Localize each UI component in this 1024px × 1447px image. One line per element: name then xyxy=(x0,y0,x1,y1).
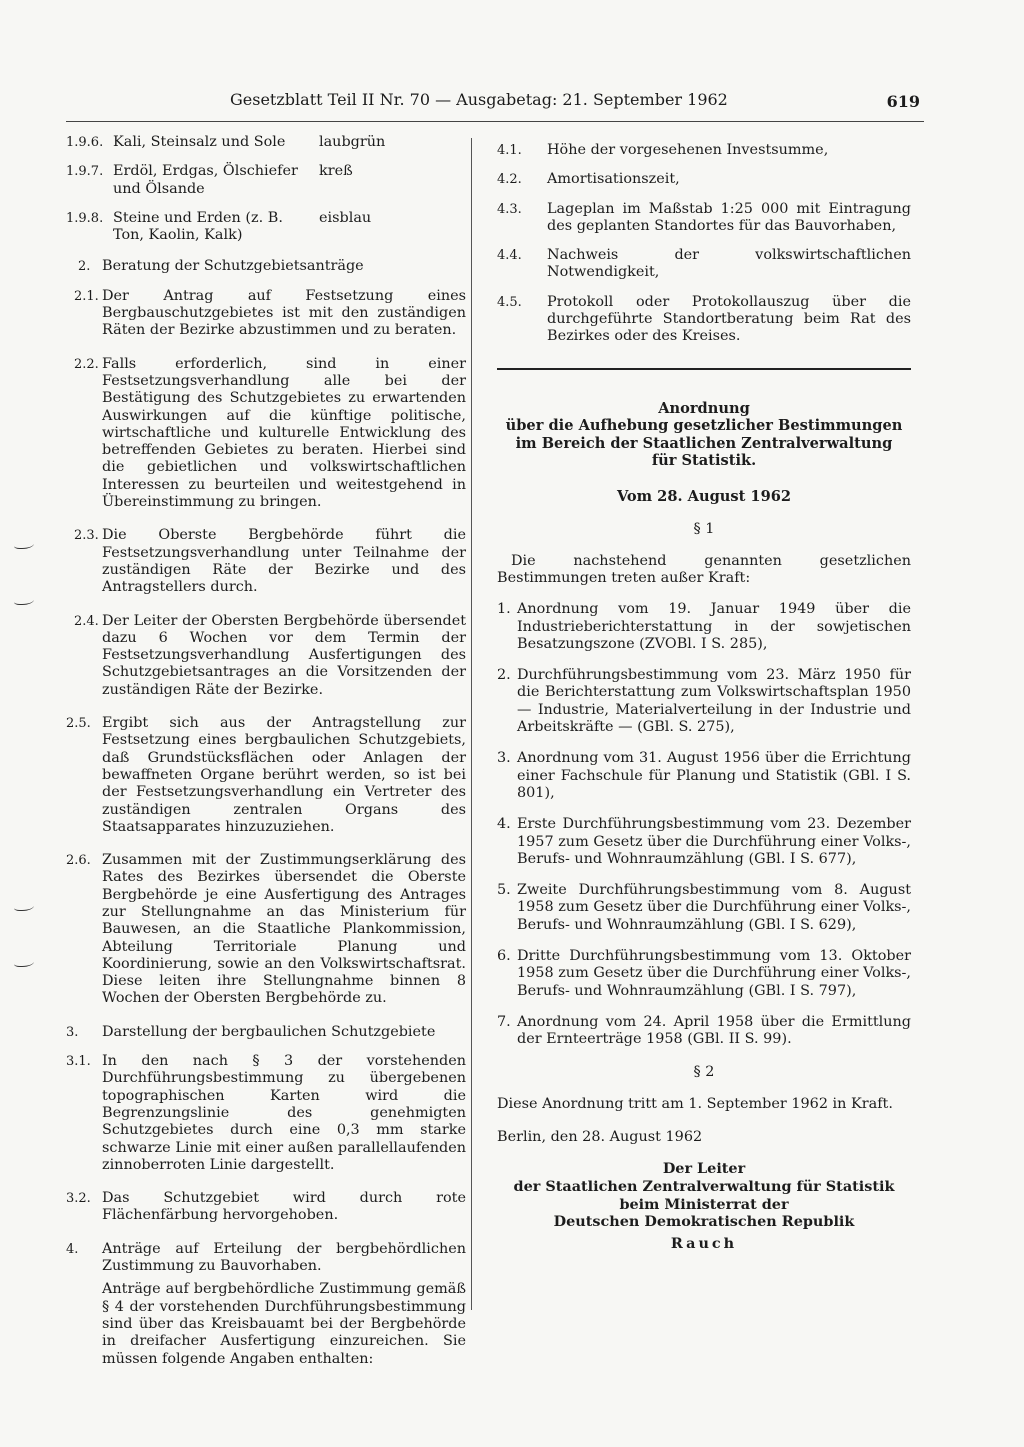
item-text: Zweite Durchführungsbestimmung vom 8. August 1958 zum Gesetz über die Durchführung einer Volks-, Berufs- und Wohnraumzählung (GBl. I S. 629), xyxy=(517,882,911,933)
repealed-item xyxy=(497,1014,911,1049)
page-number: 619 xyxy=(886,92,920,111)
left-column xyxy=(66,134,466,1368)
section-heading xyxy=(66,1024,466,1041)
section-text: Der Leiter der Obersten Bergbehörde übersendet dazu 6 Wochen vor dem Termin der Festsetzungsverhandlung Ausfertigungen des Schutzgebietsantrages an die Vorsitzenden der zuständigen Räte der Bezirke. xyxy=(102,612,466,698)
section-item xyxy=(66,356,466,512)
right-column xyxy=(497,142,911,1252)
signature-line: Der Leiter xyxy=(662,1160,746,1178)
section-item xyxy=(66,1241,466,1276)
item-label: Kali, Steinsalz und Sole xyxy=(113,134,286,150)
place-date: Berlin, den 28. August 1962 xyxy=(497,1129,703,1146)
section-item xyxy=(66,1053,466,1174)
section-item xyxy=(66,613,466,699)
item-number: 1.9.7. xyxy=(66,164,104,180)
section-text: In den nach § 3 der vorstehenden Durchführungsbestimmung zu übergebenen topographischen Karten wird die Begrenzungslinie des genehmigten Schutzgebietes durch eine 0,3 mm starke schwarze Linie mit einer außen parallellaufenden zinnoberroten Linie dargestellt. xyxy=(102,1053,466,1173)
item-text: Anordnung vom 19. Januar 1949 über die Industrieberichterstattung in der sowjetischen Besatzungszone (ZVOBl. I S. 285), xyxy=(517,601,911,652)
section-item xyxy=(66,1190,466,1225)
item-text: Durchführungsbestimmung vom 23. März 1950 für die Berichterstattung zum Volkswirtschaftsplan 1950 — Industrie, Materialverteilung in der Industrie und Arbeitskräfte — (GBl. S. 275), xyxy=(517,667,911,736)
section-text: Anträge auf Erteilung der bergbehördlichen Zustimmung zu Bauvorhaben. xyxy=(102,1240,466,1275)
section-text: Falls erforderlich, sind in einer Festsetzungsverhandlung alle bei der Bestätigung des Schutzgebietes zu erwartenden Auswirkungen auf die künftige politische, wirtschaftliche und kulturelle Entwicklung des betreffenden Gebietes zu beraten. Hierbei sind die gebietlichen und volkswirtschaftlichen Interessen zu beurteilen und weitestgehend in Übereinstimmung zu bringen. xyxy=(102,355,466,511)
repealed-item xyxy=(497,601,911,653)
item-number: 4. xyxy=(497,816,511,833)
item-label: Steine und Erden (z. B. Ton, Kaolin, Kalk) xyxy=(113,209,283,244)
item-text: Lageplan im Maßstab 1:25 000 mit Eintragung des geplanten Standortes für das Bauvorhaben, xyxy=(547,200,911,234)
section-item xyxy=(66,715,466,836)
item-number: 1.9.8. xyxy=(66,210,104,226)
section-number: 2.6. xyxy=(66,853,91,869)
section-text: Ergibt sich aus der Antragstellung zur Festsetzung eines bergbaulichen Schutzgebiets, daß Grundstücksflächen oder Anlagen der bewaffneten Organe berührt werden, so ist bei der Festsetzungsverhandlung ein Vertreter des zuständigen zentralen Organs des Staatsapparates hinzuzuziehen. xyxy=(102,715,466,835)
signer-name: Rauch xyxy=(670,1234,738,1252)
item-label: Erdöl, Erdgas, Ölschiefer und Ölsande xyxy=(113,163,298,197)
section-number: 3. xyxy=(66,1024,79,1040)
item-number: 6. xyxy=(497,947,511,964)
color-item xyxy=(66,163,466,198)
section-number: 4. xyxy=(66,1241,79,1257)
item-number: 7. xyxy=(497,1013,511,1030)
paragraph-mark: § 2 xyxy=(693,1064,715,1081)
section-heading xyxy=(66,258,466,275)
signature-line: Deutschen Demokratischen Republik xyxy=(553,1213,855,1231)
final-paragraph: Anträge auf bergbehördliche Zustimmung gemäß § 4 der vorstehenden Durchführungsbestimmung sind über das Kreisbauamt bei der Bergbehörde in dreifacher Ausfertigung einzureichen. Sie müssen folgende Angaben enthalten: xyxy=(102,1281,466,1367)
title-line: über die Aufhebung gesetzlicher Bestimmungen xyxy=(505,417,903,435)
page-header xyxy=(230,90,920,116)
section-divider xyxy=(497,368,911,370)
item-number: 3. xyxy=(497,750,511,767)
title-line: für Statistik. xyxy=(651,452,757,470)
title-line: Anordnung xyxy=(658,399,750,417)
color-item xyxy=(66,134,466,151)
section-text: Beratung der Schutzgebietsanträge xyxy=(102,258,364,275)
item-color: kreß xyxy=(319,163,353,180)
section-number: 2.2. xyxy=(74,356,99,372)
section-number: 2.3. xyxy=(74,528,99,544)
repealed-item xyxy=(497,948,911,1000)
item-number: 1. xyxy=(497,601,511,618)
section-text: Darstellung der bergbaulichen Schutzgebiete xyxy=(102,1023,436,1040)
item-color: eisblau xyxy=(319,209,372,226)
list-item xyxy=(497,201,911,236)
list-item xyxy=(497,171,911,188)
item-number: 5. xyxy=(497,882,511,899)
signature-block xyxy=(497,1160,911,1252)
section-number: 2.1. xyxy=(74,288,99,304)
item-number: 4.1. xyxy=(497,143,522,158)
signature-line: der Staatlichen Zentralverwaltung für Statistik xyxy=(513,1177,895,1195)
section-number: 2. xyxy=(78,259,91,275)
item-text: Erste Durchführungsbestimmung vom 23. Dezember 1957 zum Gesetz über die Durchführung einer Volks-, Berufs- und Wohnraumzählung (GBl. I S. 677), xyxy=(517,816,911,867)
signature-line: beim Ministerrat der xyxy=(619,1195,789,1213)
repealed-item xyxy=(497,882,911,934)
effective-clause: Diese Anordnung tritt am 1. September 1962 in Kraft. xyxy=(497,1095,893,1112)
section-item xyxy=(66,527,466,596)
section-number: 3.2. xyxy=(66,1191,91,1207)
item-number: 1.9.6. xyxy=(66,135,104,150)
title-line: im Bereich der Staatlichen Zentralverwaltung xyxy=(515,434,893,452)
repealed-item xyxy=(497,667,911,736)
section-text: Zusammen mit der Zustimmungserklärung des Rates des Bezirkes übersendet die Oberste Bergbehörde je eine Ausfertigung des Antrages zur Stellungnahme an das Ministerium für Bauwesen, an die Staatliche Plankommission, Abteilung Territoriale Planung und Koordinierung, sowie an den Volkswirtschaftsrat. Diese leiten ihre Stellungnahme binnen 8 Wochen der Obersten Bergbehörde zu. xyxy=(102,852,466,1007)
item-text: Anordnung vom 24. April 1958 über die Ermittlung der Ernteerträge 1958 (GBl. II S. 99). xyxy=(517,1013,911,1048)
ordinance-date: Vom 28. August 1962 xyxy=(616,488,792,506)
header-title: Gesetzblatt Teil II Nr. 70 — Ausgabetag: 21. September 1962 xyxy=(230,90,728,109)
color-item xyxy=(66,210,466,245)
section-text: Das Schutzgebiet wird durch rote Flächenfärbung hervorgehoben. xyxy=(102,1190,466,1224)
column-divider xyxy=(471,138,472,1310)
section-item xyxy=(66,852,466,1008)
list-item xyxy=(497,142,911,159)
item-text: Nachweis der volkswirtschaftlichen Notwendigkeit, xyxy=(547,247,911,281)
item-number: 4.5. xyxy=(497,294,522,310)
item-text: Dritte Durchführungsbestimmung vom 13. Oktober 1958 zum Gesetz über die Durchführung einer Volks-, Berufs- und Wohnraumzählung (GBl. I S. 797), xyxy=(517,947,911,999)
item-text: Anordnung vom 31. August 1956 über die Errichtung einer Fachschule für Planung und Statistik (GBl. I S. 801), xyxy=(517,750,911,801)
item-text: Protokoll oder Protokollauszug über die durchgeführte Standortberatung beim Rat des Bezirkes oder des Kreises. xyxy=(547,293,911,345)
item-text: Höhe der vorgesehenen Investsumme, xyxy=(547,142,829,158)
section-text: Der Antrag auf Festsetzung eines Bergbauschutzgebietes ist mit den zuständigen Räten der Bezirke abzustimmen und zu beraten. xyxy=(102,287,466,339)
item-number: 4.2. xyxy=(497,172,522,188)
item-number: 4.3. xyxy=(497,201,522,217)
header-rule xyxy=(66,121,924,122)
section-number: 2.5. xyxy=(66,716,91,732)
item-color: laubgrün xyxy=(319,134,386,150)
ordinance-title xyxy=(497,400,911,470)
margin-mark xyxy=(14,958,34,967)
section-number: 3.1. xyxy=(66,1054,91,1070)
list-item xyxy=(497,247,911,282)
margin-mark xyxy=(14,540,34,549)
section-number: 2.4. xyxy=(74,613,99,629)
item-number: 4.4. xyxy=(497,248,522,264)
section-text: Die Oberste Bergbehörde führt die Festsetzungsverhandlung unter Teilnahme der zuständigen Räte der Bezirke und des Antragstellers durch. xyxy=(102,527,466,596)
margin-mark xyxy=(14,596,34,605)
item-text: Amortisationszeit, xyxy=(547,171,680,188)
intro-text: Die nachstehend genannten gesetzlichen Bestimmungen treten außer Kraft: xyxy=(497,552,911,586)
paragraph-mark: § 1 xyxy=(693,521,715,538)
margin-mark xyxy=(14,902,34,911)
section-item xyxy=(66,288,466,340)
repealed-item xyxy=(497,750,911,802)
item-number: 2. xyxy=(497,667,511,684)
repealed-item xyxy=(497,816,911,868)
list-item xyxy=(497,294,911,346)
